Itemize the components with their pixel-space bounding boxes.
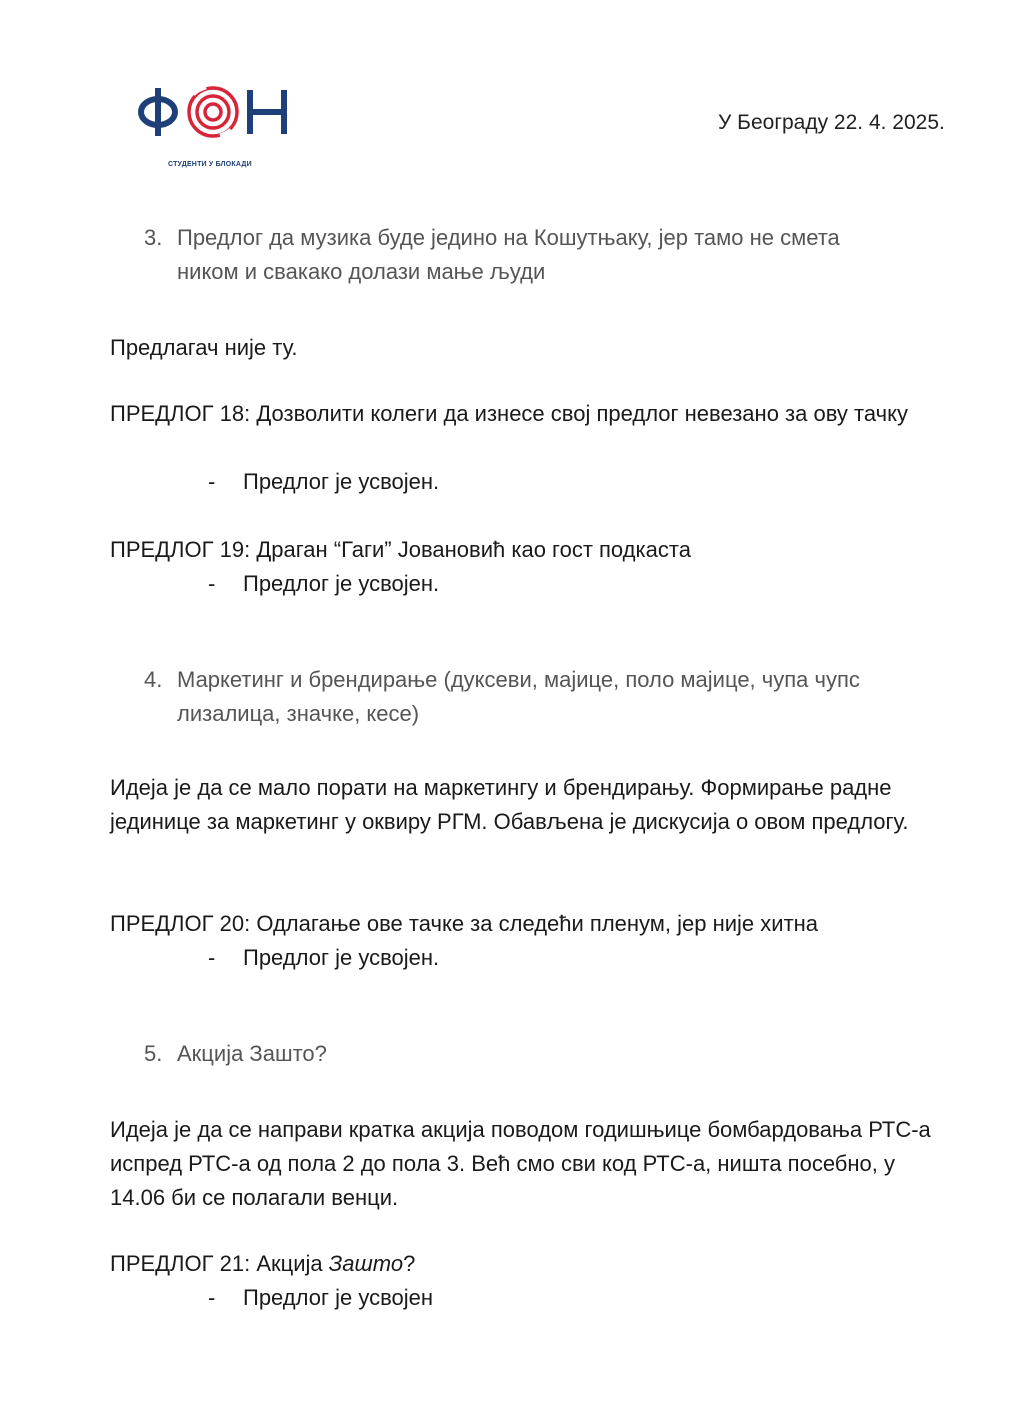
bullet-dash: - <box>208 1285 216 1310</box>
proposal-18-result <box>208 465 439 499</box>
agenda-item-5 <box>144 1037 904 1071</box>
proposal-label: ПРЕДЛОГ 19: <box>110 537 251 562</box>
proposal-text: Одлагање ове тачке за следећи пленум, јер није хитна <box>256 911 819 936</box>
proposal-19-result <box>208 567 439 601</box>
agenda-item-3 <box>144 221 904 289</box>
agenda-item-number: 5. <box>144 1041 163 1066</box>
proposal-20-result <box>208 941 439 975</box>
proposal-text-italic: Зашто <box>328 1251 404 1276</box>
agenda-item-text: Маркетинг и брендирање (дуксеви, мајице, поло мајице, чупа чупс лизалица, значке, кесе) <box>177 667 860 726</box>
agenda-item-text: Акција Зашто? <box>177 1041 327 1066</box>
proposal-text: Драган “Гаги” Јовановић као гост подкаста <box>256 537 691 562</box>
proposal-21-result <box>208 1281 433 1315</box>
proposal-19 <box>110 533 940 567</box>
logo-caption: СТУДЕНТИ У БЛОКАДИ <box>168 161 252 168</box>
result-text: Предлог је усвојен. <box>243 945 440 970</box>
agenda-item-text: Предлог да музика буде једино на Кошутњаку, јер тамо не смета ником и свакако долази мање људи <box>177 225 840 284</box>
bullet-dash: - <box>208 945 216 970</box>
proposal-label: ПРЕДЛОГ 20: <box>110 911 251 936</box>
document-date: У Београду 22. 4. 2025. <box>718 111 945 134</box>
result-text: Предлог је усвојен <box>243 1285 434 1310</box>
proposal-20 <box>110 907 940 941</box>
proposer-absent-note: Предлагач није ту. <box>110 335 298 360</box>
agenda-item-number: 3. <box>144 225 163 250</box>
result-text: Предлог је усвојен. <box>243 571 440 596</box>
agenda-item-number: 4. <box>144 667 163 692</box>
proposal-text-suffix: ? <box>403 1251 416 1276</box>
bullet-dash: - <box>208 571 216 596</box>
proposal-18 <box>110 397 940 431</box>
action-idea-paragraph: Идеја је да се направи кратка акција поводом годишњице бомбардовања РТС-а испред РТС-а од пола 2 до пола 3. Већ смо сви код РТС-а, ништа посебно, у 14.06 би се полагали венци. <box>110 1117 931 1210</box>
proposal-text: Дозволити колеги да изнесе свој предлог невезано за ову тачку <box>256 401 908 426</box>
agenda-item-4 <box>144 663 904 731</box>
proposal-label: ПРЕДЛОГ 21: <box>110 1251 251 1276</box>
marketing-idea-paragraph: Идеја је да се мало порати на маркетингу и брендирању. Формирање радне јединице за маркетинг у оквиру РГМ. Обављена је дискусија о овом предлогу. <box>110 775 909 834</box>
bullet-dash: - <box>208 469 216 494</box>
fon-logo-icon <box>136 84 296 154</box>
result-text: Предлог је усвојен. <box>243 469 440 494</box>
proposal-label: ПРЕДЛОГ 18: <box>110 401 251 426</box>
proposal-text: Акција <box>256 1251 323 1276</box>
faculty-logo <box>136 84 296 174</box>
proposal-21 <box>110 1247 940 1281</box>
